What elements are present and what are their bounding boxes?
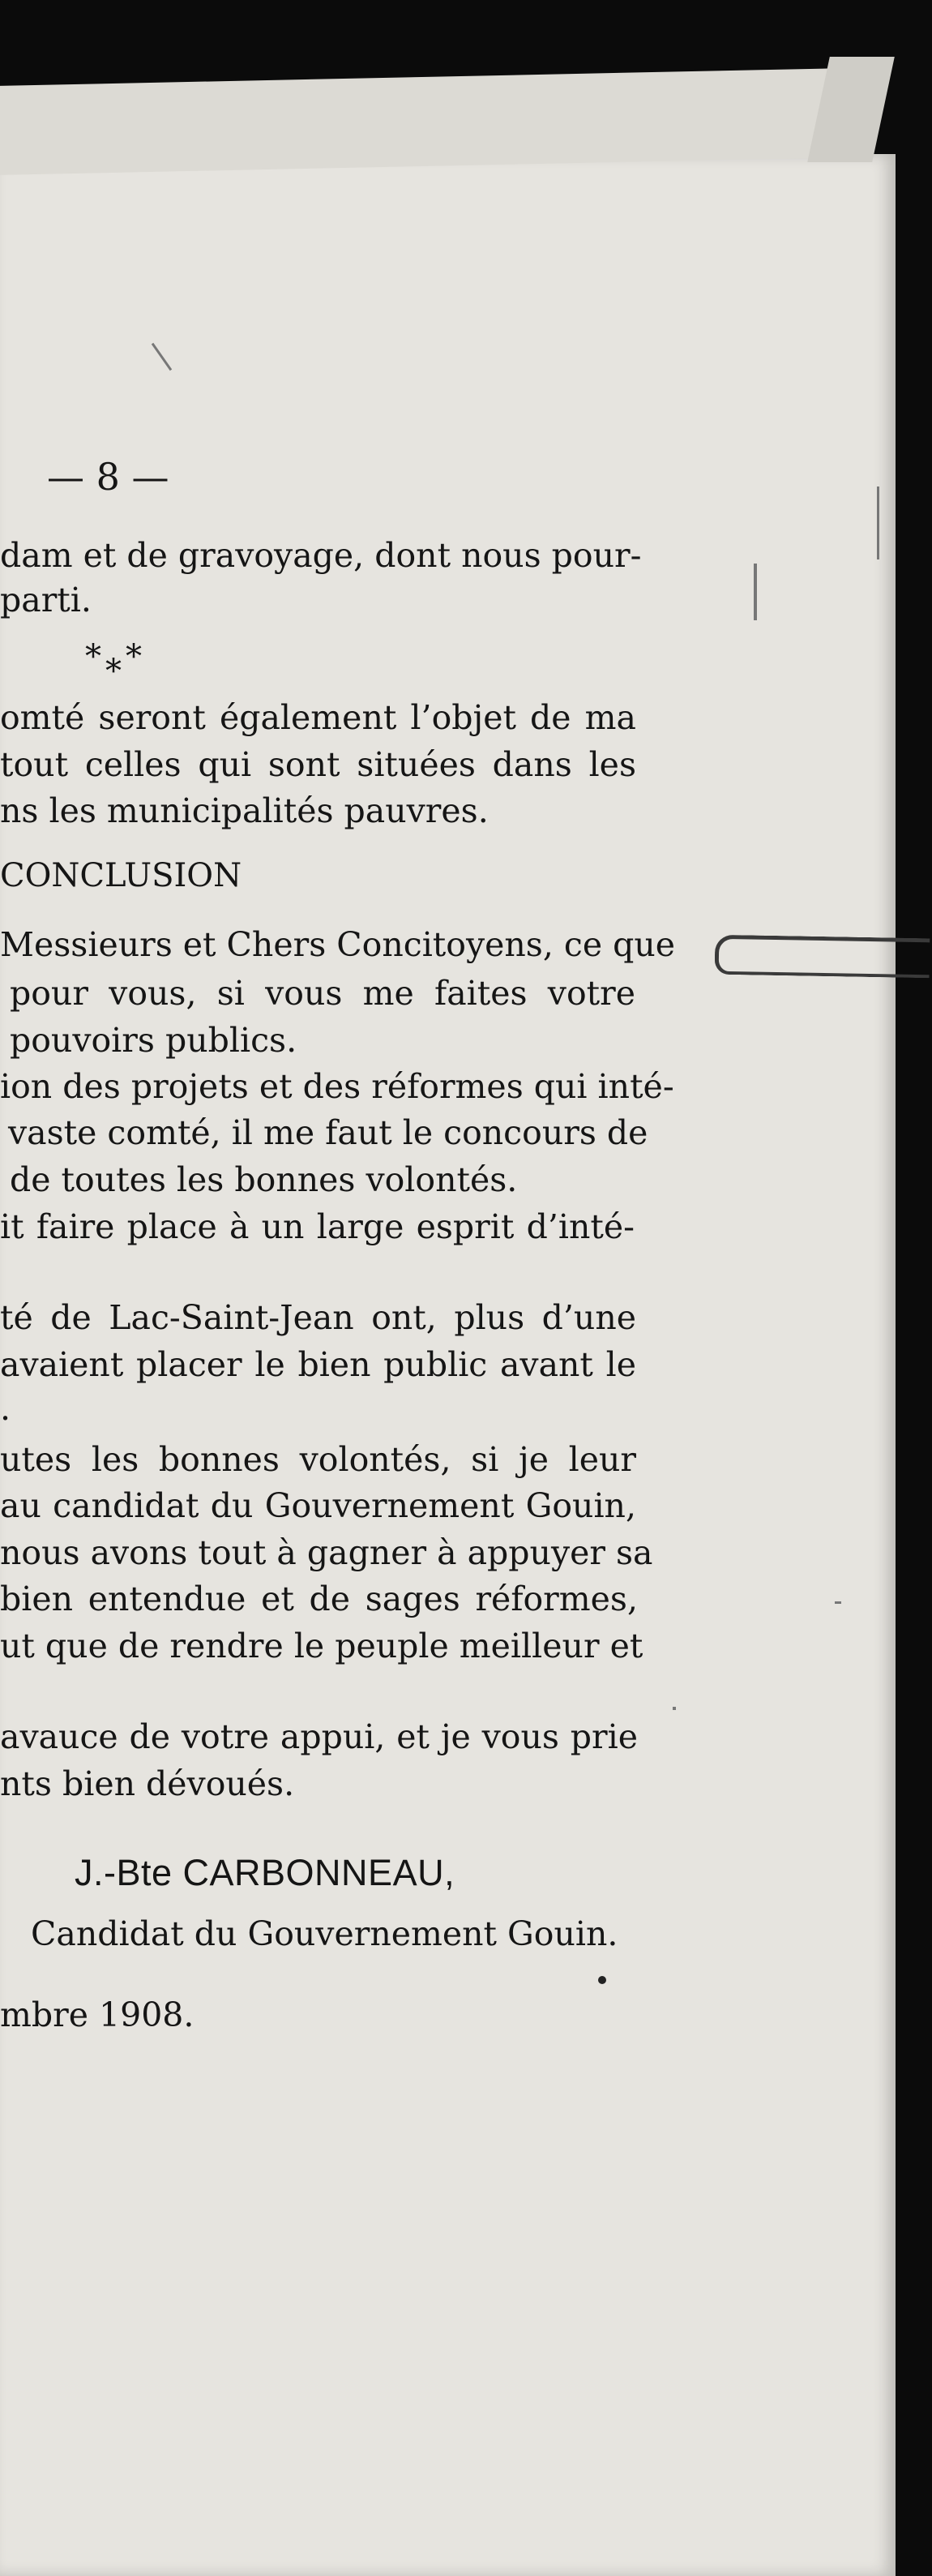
text-line-20: ut que de rendre le peuple meilleur et — [0, 1627, 643, 1665]
text-line-5: ns les municipalités pauvres. — [0, 791, 489, 830]
text-line-13: té de Lac-Saint-Jean ont, plus d’une — [0, 1298, 636, 1337]
text-line-1: dam et de gravoyage, dont nous pour- — [0, 536, 642, 575]
text-line-12: it faire place à un large esprit d’inté- — [0, 1207, 635, 1246]
text-line-3: omté seront également l’objet de ma — [0, 698, 636, 737]
folded-page-edge — [0, 68, 843, 175]
paper-speck — [754, 564, 757, 620]
star-mark: * — [105, 653, 122, 690]
text-line-22: nts bien dévoués. — [0, 1764, 295, 1803]
text-line-8: pouvoirs publics. — [10, 1021, 297, 1060]
text-line-11: de toutes les bonnes volontés. — [10, 1160, 518, 1199]
signature-title: Candidat du Gouvernement Gouin. — [31, 1914, 618, 1953]
paper-speck — [877, 486, 879, 559]
page-number: — 8 — — [47, 455, 169, 499]
text-line-15: . — [0, 1389, 11, 1428]
text-line-7: pour vous, si vous me faites votre — [10, 974, 635, 1013]
text-line-10: vaste comté, il me faut le concours de — [8, 1113, 648, 1152]
text-line-9: ion des projets et des réformes qui inté- — [0, 1067, 674, 1106]
document-date: mbre 1908. — [0, 1995, 195, 2034]
star-mark: * — [85, 638, 101, 675]
text-line-18: nous avons tout à gagner à appuyer sa — [0, 1533, 653, 1572]
signature-name: J.-Bte CARBONNEAU, — [75, 1852, 455, 1893]
text-line-21: avauce de votre appui, et je vous prie — [0, 1717, 638, 1756]
text-line-16: utes les bonnes volontés, si je leur — [0, 1440, 636, 1479]
paper-clip-mark — [715, 935, 930, 979]
text-line — [0, 535, 642, 576]
text-line-6: Messieurs et Chers Concitoyens, ce que — [0, 925, 676, 964]
text-line-14: avaient placer le bien public avant le — [0, 1345, 636, 1384]
section-heading: CONCLUSION — [0, 857, 242, 894]
paper-speck — [835, 1601, 841, 1604]
text-line-4: tout celles qui sont situées dans les — [0, 745, 636, 784]
ink-dot — [598, 1976, 606, 1984]
star-mark: * — [126, 638, 142, 675]
text-line-2: parti. — [0, 581, 92, 619]
text-line-17: au candidat du Gouvernement Gouin, — [0, 1486, 636, 1525]
text-line-19: bien entendue et de sages réformes, — [0, 1579, 638, 1618]
paper-speck — [673, 1707, 676, 1710]
